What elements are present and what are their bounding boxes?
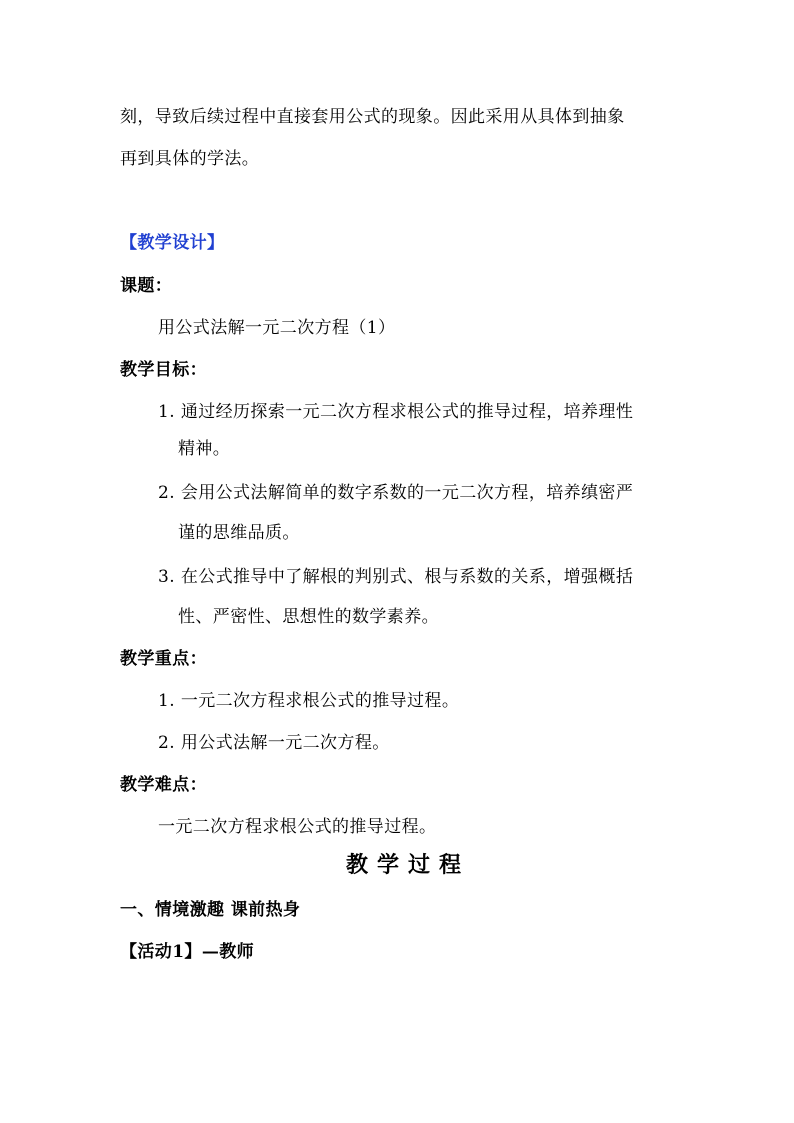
objective-3-line-2: 性、严密性、思想性的数学素养。 bbox=[178, 607, 439, 627]
key-points-label: 教学重点： bbox=[120, 649, 207, 669]
difficulty-text: 一元二次方程求根公式的推导过程。 bbox=[158, 817, 437, 837]
activity-1-heading: 【活动1】—教师 bbox=[120, 942, 255, 962]
key-point-1: 1. 一元二次方程求根公式的推导过程。 bbox=[158, 691, 460, 711]
objective-1-line-2: 精神。 bbox=[178, 439, 231, 459]
topic-text: 用公式法解一元二次方程（1） bbox=[158, 318, 396, 338]
objective-2-line-1: 2. 会用公式法解简单的数字系数的一元二次方程，培养缜密严 bbox=[158, 483, 634, 503]
objective-1-line-1: 1. 通过经历探索一元二次方程求根公式的推导过程，培养理性 bbox=[158, 402, 634, 422]
process-title: 教学过程 bbox=[346, 852, 471, 878]
objective-3-line-1: 3. 在公式推导中了解根的判别式、根与系数的关系，增强概括 bbox=[158, 567, 634, 587]
difficulty-label: 教学难点： bbox=[120, 775, 207, 795]
objectives-label: 教学目标： bbox=[120, 360, 207, 380]
section-1-heading: 一、情境激趣 课前热身 bbox=[120, 900, 301, 920]
key-point-2: 2. 用公式法解一元二次方程。 bbox=[158, 733, 390, 753]
intro-line-2: 再到具体的学法。 bbox=[120, 149, 260, 169]
design-heading: 【教学设计】 bbox=[120, 233, 225, 253]
topic-label: 课题： bbox=[120, 276, 173, 296]
objective-2-line-2: 谨的思维品质。 bbox=[178, 523, 300, 543]
intro-line-1: 刻，导致后续过程中直接套用公式的现象。因此采用从具体到抽象 bbox=[120, 107, 625, 127]
